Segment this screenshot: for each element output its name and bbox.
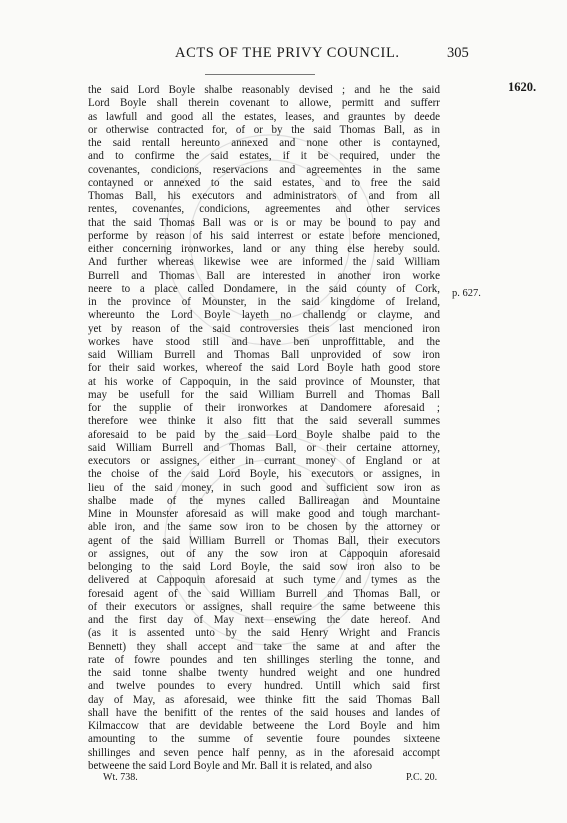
text-line: betweene the said Lord Boyle and Mr. Ball it is related, and also [88,759,373,772]
text-line: Lord Boyle shall therein covenant to allowe, permitt and sufferr [88,97,440,110]
text-line: yet by reason of the said controversies theis last mencioned iron [88,322,440,335]
text-line: and twelve poundes to every hundred. Untill which said first [88,680,440,693]
text-line: And further whereas likewise wee are informed the said William [88,256,440,269]
text-line: delivered at Cappoquin aforesaid at such tyme and tymes as the [88,574,440,587]
text-line: of their executors or assignes, shall require the same betweene this [88,600,440,613]
text-line: in the province of Mounster, in the said kingdome of Ireland, [88,296,440,308]
text-line: executors or assignes, either in currant money of England or at [88,455,440,467]
text-line: whereunto the Lord Boyle layeth no challendg or clayme, and [88,309,440,322]
text-line: shillinges and seven pence half penny, as in the aforesaid accompt [88,746,440,759]
text-line: belonging to the said Lord Boyle, the said sow iron also to be [88,561,440,573]
text-line: shalbe made of the mynes called Ballireagan and Mountaine [88,494,440,507]
text-line: Burrell and Thomas Ball are interested in another iron worke [88,269,440,282]
text-line: lieu of the said money, in such good and sufficient sow iron as [88,481,440,494]
text-line: either concerning ironworkes, land or any thing else hereby sould. [88,243,440,255]
text-line: covenantes, condicions, reservacions and agreementes in the same [88,163,440,176]
text-line: the said tonne shalbe twenty hundred weight and one hundred [88,667,440,679]
margin-year: 1620. [508,80,537,94]
text-line: the said rentall hereunto annexed and none other is contayned, [88,137,440,149]
header-rule [205,74,315,75]
running-head-title: ACTS OF THE PRIVY COUNCIL. [175,45,400,61]
text-line: rentes, covenantes, condicions, agreementes and other services [88,203,440,216]
text-line: Mine in Mounster aforesaid as will make good and tough marchant- [88,508,440,520]
body-text [88,84,440,773]
text-line: shall have the benifitt of the rentes of the said houses and landes of [88,706,440,719]
text-line: and to confirme the said estates, if it be required, under the [88,150,440,163]
text-line: Bennett) they shall accept and take the same at and after the [88,640,440,653]
text-line: therefore wee thinke it also fitt that the said severall summes [88,415,440,428]
page-number: 305 [447,45,469,61]
text-line: aforesaid to be paid by the said Lord Boyle shalbe paid to the [88,428,440,441]
text-line: the said Lord Boyle shalbe reasonably devised ; and he the said [88,84,440,96]
text-line: for the supplie of their ironworkes at Dandomere aforesaid ; [88,402,440,414]
text-line: foresaid agent of the said William Burrell and Thomas Ball, or [88,587,440,600]
text-line: day of May, as aforesaid, wee thinke fitt the said Thomas Ball [88,693,440,706]
text-line: as lawfull and good all the estates, leases, and grauntes by deede [88,110,440,123]
text-line: contayned or annexed to the said estates, and to free the said [88,176,440,189]
text-line: able iron, and the same sow iron to be chosen by the attorney or [88,521,440,534]
text-line: or otherwise contracted for, of or by the said Thomas Ball, as in [88,123,440,136]
text-line: at his worke of Cappoquin, in the said province of Mounster, that [88,375,440,388]
footer-signature-left: Wt. 738. [103,772,138,783]
running-head [0,45,567,65]
text-line: Kilmaccow that are devidable betweene the Lord Boyle and him [88,720,440,732]
text-line: rate of fowre poundes and ten shillinges sterling the tonne, and [88,653,440,666]
text-line: said William Burrell and Thomas Ball unprovided of sow iron [88,349,440,361]
text-line: workes have stood still and have ben unproffittable, and the [88,335,440,348]
text-line: said William Burrell and Thomas Ball, or their certaine attorney, [88,441,440,454]
footer-signature-right: P.C. 20. [406,772,438,783]
text-line: neere to a place called Dondamere, in the said county of Cork, [88,282,440,295]
text-line: Thomas Ball, his executors and administrators of and from all [88,190,440,202]
text-line: for their said workes, whereof the said Lord Boyle hath good store [88,362,440,375]
text-line: the choise of the said Lord Boyle, his executors or assignes, in [88,468,440,481]
text-line: amounting to the summe of seventie foure poundes sixteene [88,733,440,746]
text-line: or assignes, out of any the sow iron at Cappoquin aforesaid [88,547,440,560]
margin-page-reference: p. 627. [452,288,481,299]
text-line: may be usefull for the said William Burrell and Thomas Ball [88,388,440,401]
text-line: agent of the said William Burrell or Thomas Ball, their executors [88,534,440,547]
text-line: (as it is assented unto by the said Henry Wright and Francis [88,627,440,640]
text-line: and the first day of May next ensewing the date hereof. And [88,614,440,626]
text-line: that the said Thomas Ball was or is or may be bound to pay and [88,216,440,229]
text-line: performe by reason of his said interrest or estate before mencioned, [88,229,440,242]
